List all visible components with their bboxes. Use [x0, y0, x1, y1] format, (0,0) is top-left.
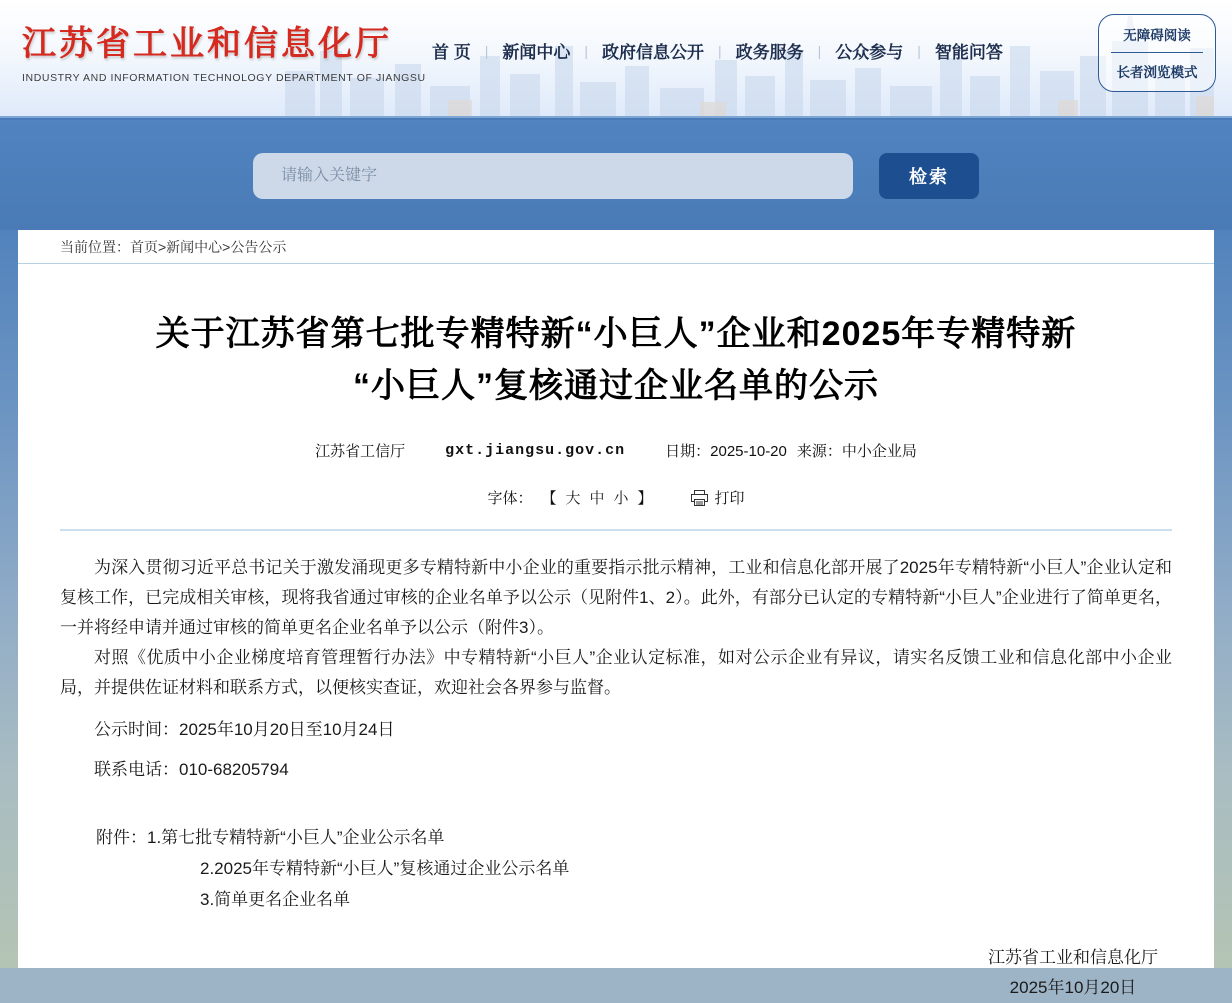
site-logo-subtitle: INDUSTRY AND INFORMATION TECHNOLOGY DEPARTMENT OF JIANGSU	[22, 72, 426, 84]
font-size-bracket-open: 【	[541, 490, 557, 507]
printer-icon	[691, 490, 708, 506]
meta-source: 来源：中小企业局	[796, 443, 917, 460]
search-button[interactable]: 检索	[879, 153, 979, 199]
accessibility-box	[1098, 14, 1216, 92]
print-label: 打印	[714, 490, 745, 507]
site-logo[interactable]	[22, 16, 426, 84]
attachments-label: 附件：	[96, 828, 147, 847]
font-size-medium-button[interactable]: 中	[589, 490, 605, 507]
nav-separator: |	[817, 42, 822, 59]
attachment-1-link[interactable]: 1.第七批专精特新“小巨人”企业公示名单	[147, 828, 445, 847]
contact-phone-line: 联系电话：010-68205794	[94, 760, 289, 779]
article-meta	[60, 440, 1172, 461]
page-title-line2: “小巨人”复核通过企业名单的公示	[353, 367, 879, 405]
nav-separator: |	[718, 42, 722, 59]
meta-department: 江苏省工信厅	[315, 443, 406, 460]
font-size-bracket-close: 】	[637, 490, 653, 507]
accessible-reading-button[interactable]: 无障碍阅读	[1123, 28, 1191, 43]
search-banner	[0, 120, 1232, 230]
nav-separator: |	[584, 42, 589, 59]
site-header	[0, 0, 1232, 118]
font-size-large-button[interactable]: 大	[565, 490, 581, 507]
nav-item-news[interactable]: 新闻中心	[502, 43, 571, 62]
page-title	[60, 308, 1172, 412]
meta-site-url: gxt.jiangsu.gov.cn	[445, 442, 626, 459]
page-title-line1: 关于江苏省第七批专精特新“小巨人”企业和2025年专精特新	[155, 315, 1077, 353]
article-toolbar	[60, 487, 1172, 508]
paragraph-2: 对照《优质中小企业梯度培育管理暂行办法》中专精特新“小巨人”企业认定标准，如对公示企业有异议，请实名反馈工业和信息化部中小企业局，并提供佐证材料和联系方式，以便核实查证，欢迎社会各界参与监督。	[60, 648, 1172, 697]
nav-item-participation[interactable]: 公众参与	[835, 43, 904, 62]
accessibility-divider	[1111, 52, 1203, 53]
article-body	[60, 553, 1172, 1003]
breadcrumb	[18, 230, 1214, 264]
font-size-label: 字体：	[487, 490, 533, 507]
publicity-period-line: 公示时间：2025年10月20日至10月24日	[94, 720, 395, 739]
site-logo-title: 江苏省工业和信息化厅	[22, 25, 392, 63]
nav-item-gov-info[interactable]: 政府信息公开	[602, 43, 705, 62]
paragraph-1: 为深入贯彻习近平总书记关于激发涌现更多专精特新中小企业的重要指示批示精神，工业和信息化部开展了2025年专精特新“小巨人”企业认定和复核工作，已完成相关审核，现将我省通过审核的企业名单予以公示（见附件1、2）。此外，有部分已认定的专精特新“小巨人”企业进行了简单更名，一并将经申请并通过审核的简单更名企业名单予以公示（附件3）。	[60, 558, 1172, 637]
meta-date: 日期：2025-10-20	[665, 443, 787, 460]
nav-separator: |	[484, 42, 489, 59]
elder-mode-button[interactable]: 长者浏览模式	[1116, 65, 1198, 80]
article	[18, 308, 1214, 1003]
search-bar	[253, 153, 979, 199]
nav-item-smart-qa[interactable]: 智能问答	[934, 43, 1003, 62]
search-input[interactable]	[253, 153, 853, 199]
nav-item-home[interactable]: 首 页	[432, 43, 471, 62]
nav-item-services[interactable]: 政务服务	[735, 43, 804, 62]
attachment-2-link[interactable]: 2.2025年专精特新“小巨人”复核通过企业公示名单	[200, 859, 570, 878]
font-size-small-button[interactable]: 小	[613, 490, 629, 507]
attachments	[60, 823, 1172, 915]
content-panel	[18, 230, 1214, 997]
title-body-divider	[60, 529, 1172, 531]
breadcrumb-text[interactable]: 当前位置：首页>新闻中心>公告公示	[60, 239, 287, 255]
print-button[interactable]	[691, 487, 745, 508]
font-size-controls	[487, 487, 652, 508]
signature-date: 2025年10月20日	[1009, 978, 1137, 997]
attachment-3-link[interactable]: 3.简单更名企业名单	[200, 890, 351, 909]
nav-separator: |	[917, 42, 921, 59]
signature-name: 江苏省工业和信息化厅	[988, 948, 1158, 967]
main-nav	[432, 38, 1003, 63]
signature-block	[60, 943, 1172, 1003]
